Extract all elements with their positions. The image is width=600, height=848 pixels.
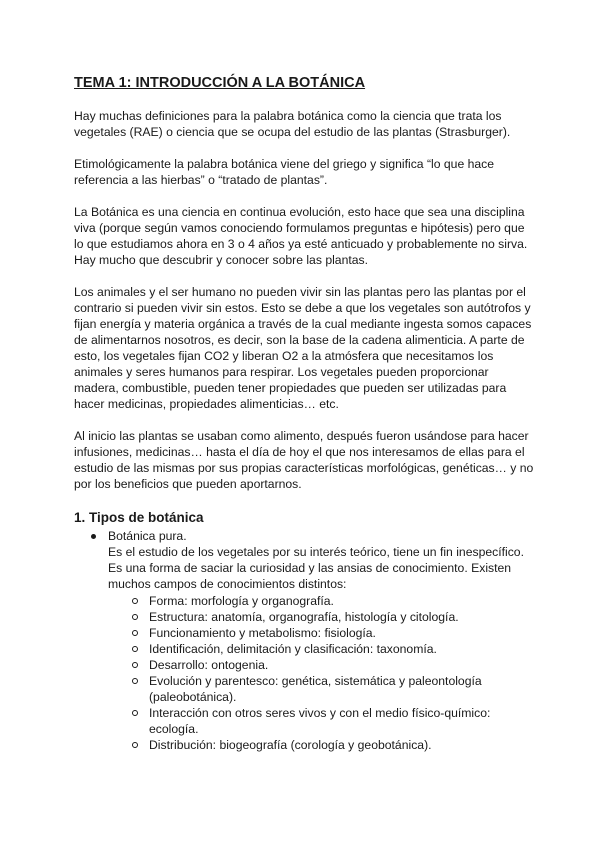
sub-list-item: Desarrollo: ontogenia.: [133, 657, 534, 673]
paragraph-3: La Botánica es una ciencia en continua evolución, esto hace que sea una disciplina viva (porque según vamos conociendo formulamos preguntas e hipótesis) pero que lo que estudiamos ahora en 3 o 4 años ya esté anticuado y probablemente no sirva. Hay mucho que descubrir y conocer sobre las plantas.: [74, 205, 528, 267]
sub-list: [108, 593, 534, 753]
section-heading: 1. Tipos de botánica: [74, 510, 204, 525]
paragraph-1: Hay muchas definiciones para la palabra botánica como la ciencia que trata los vegetales (RAE) o ciencia que se ocupa del estudio de las plantas (Strasburger).: [74, 109, 511, 139]
sub-list-item: Distribución: biogeografía (corología y geobotánica).: [133, 737, 534, 753]
document-page: [74, 74, 534, 753]
paragraph-2: Etimológicamente la palabra botánica viene del griego y significa “lo que hace referencia a las hierbas” o “tratado de plantas”.: [74, 157, 495, 187]
sub-list-item: Evolución y parentesco: genética, sistemática y paleontología (paleobotánica).: [133, 673, 534, 705]
paragraph-4: Los animales y el ser humano no pueden vivir sin las plantas pero las plantas por el contrario si pueden vivir sin estos. Esto se debe a que los vegetales son autótrofos y fijan energía y materia orgánica a través de la cual mediante ingesta somos capaces de alimentarnos nosotros, es decir, son la base de la cadena alimenticia. A parte de esto, los vegetales fijan CO2 y liberan O2 a la atmósfera que necesitamos los animales y seres humanos para respirar. Los vegetales pueden proporcionar madera, combustible, pueden tener propiedades que pueden ser utilizadas para hacer medicinas, propiedades alimenticias… etc.: [74, 285, 532, 411]
sub-list-item: Forma: morfología y organografía.: [133, 593, 534, 609]
list-item-title: Botánica pura.: [108, 529, 187, 543]
sub-list-item: Interacción con otros seres vivos y con el medio físico-químico: ecología.: [133, 705, 534, 737]
list-item: [92, 528, 534, 753]
bullet-list: [74, 528, 534, 753]
paragraph-5: Al inicio las plantas se usaban como alimento, después fueron usándose para hacer infusiones, medicinas… hasta el día de hoy el que nos interesamos de ellas para el estudio de las mismas por sus propias características morfológicas, genéticas… y no por los beneficios que pueden aportarnos.: [74, 429, 534, 491]
list-item-text: Es el estudio de los vegetales por su interés teórico, tiene un fin inespecífico. Es una forma de saciar la curiosidad y las ansias de conocimiento. Existen muchos campos de conocimientos distintos:: [108, 545, 524, 591]
sub-list-item: Identificación, delimitación y clasificación: taxonomía.: [133, 641, 534, 657]
sub-list-item: Estructura: anatomía, organografía, histología y citología.: [133, 609, 534, 625]
page-title: TEMA 1: INTRODUCCIÓN A LA BOTÁNICA: [74, 75, 366, 91]
sub-list-item: Funcionamiento y metabolismo: fisiología.: [133, 625, 534, 641]
